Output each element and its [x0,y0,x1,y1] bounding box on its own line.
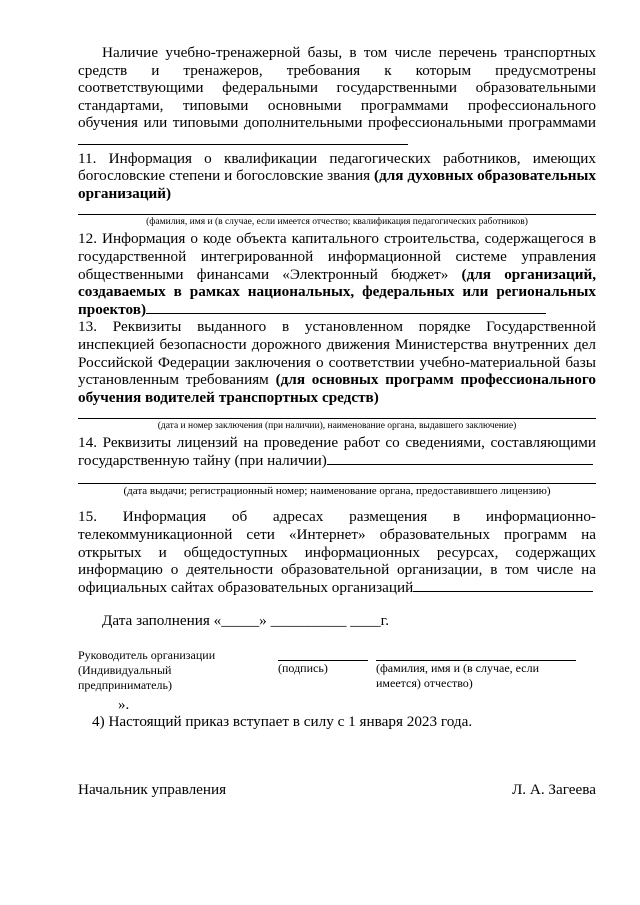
fill-line[interactable] [78,418,596,419]
name-caption: (фамилия, имя и (в случае, если имеется) отчество) [376,661,540,690]
name-line[interactable] [376,648,576,661]
fill-line[interactable] [413,591,593,592]
caption-item-14: (дата выдачи; регистрационный номер; наименование органа, предоставившего лицензию) [123,485,551,498]
footer-position: Начальник управления [78,781,227,798]
clause-4: 4) Настоящий приказ вступает в силу с 1 января 2023 года. [92,713,473,730]
fill-line[interactable] [146,313,546,314]
fill-line[interactable] [78,483,596,484]
signature-field [278,648,368,676]
caption-item-13: (дата и номер заключения (при наличии), наименование органа, выдавшего заключение) [157,421,517,432]
document-page [78,44,596,630]
item-14: 14. Реквизиты лицензий на проведение работ со сведениями, составляющими государственную тайну (при наличии) [78,434,596,469]
date-filled: Дата заполнения «_____» __________ ____г. [102,612,389,630]
fill-line[interactable] [78,214,596,215]
item-11: 11. Информация о квалификации педагогических работников, имеющих богословские степени и богословские звания (для духовных образовательных организаций) [78,149,596,202]
signatory-title: Руководитель организации (Индивидуальный предприниматель) [78,648,216,692]
item-15: 15. Информация об адресах размещения в информационно-телекоммуникационной сети «Интернет» образовательных программ на открытых и общедоступных информационных ресурсах, содержащих информацию о деятельности образовательной организации, в том числе на официальных сайтах образовательных организаций [78,508,596,596]
closing-quote: ». [118,697,130,713]
item-13: 13. Реквизиты выданного в установленном порядке Государственной инспекцией безопасности дорожного движения Министерства внутренних дел Российской Федерации заключения о соответствии учебно-материальной базы установленным требованиям (для основных программ профессионального обучения водителей транспортных средств) [78,318,596,406]
signature-line[interactable] [278,648,368,661]
signature-caption: (подпись) [278,661,328,675]
caption-item-11: (фамилия, имя и (в случае, если имеется отчество; квалификация педагогических работников) [146,217,528,228]
fill-line[interactable] [327,464,593,465]
footer-signatory: Л. А. Загеева [511,781,596,798]
name-field [376,648,576,691]
fill-line[interactable] [78,144,408,145]
item-12: 12. Информация о коде объекта капитального строительства, содержащегося в государственной интегрированной информационной системе управления общественными финансами «Электронный бюджет» (для организаций, создаваемых в рамках национальных, федеральных или региональных проектов) [78,230,596,318]
paragraph-training-base: Наличие учебно-тренажерной базы, в том числе перечень транспортных средств и тренажеров, требования к которым предусмотрены соответствующими федеральными государственными образовательными стандартами, типовыми основными программами профессионального обучения или типовыми дополнительными профессиональными программами [78,44,596,150]
